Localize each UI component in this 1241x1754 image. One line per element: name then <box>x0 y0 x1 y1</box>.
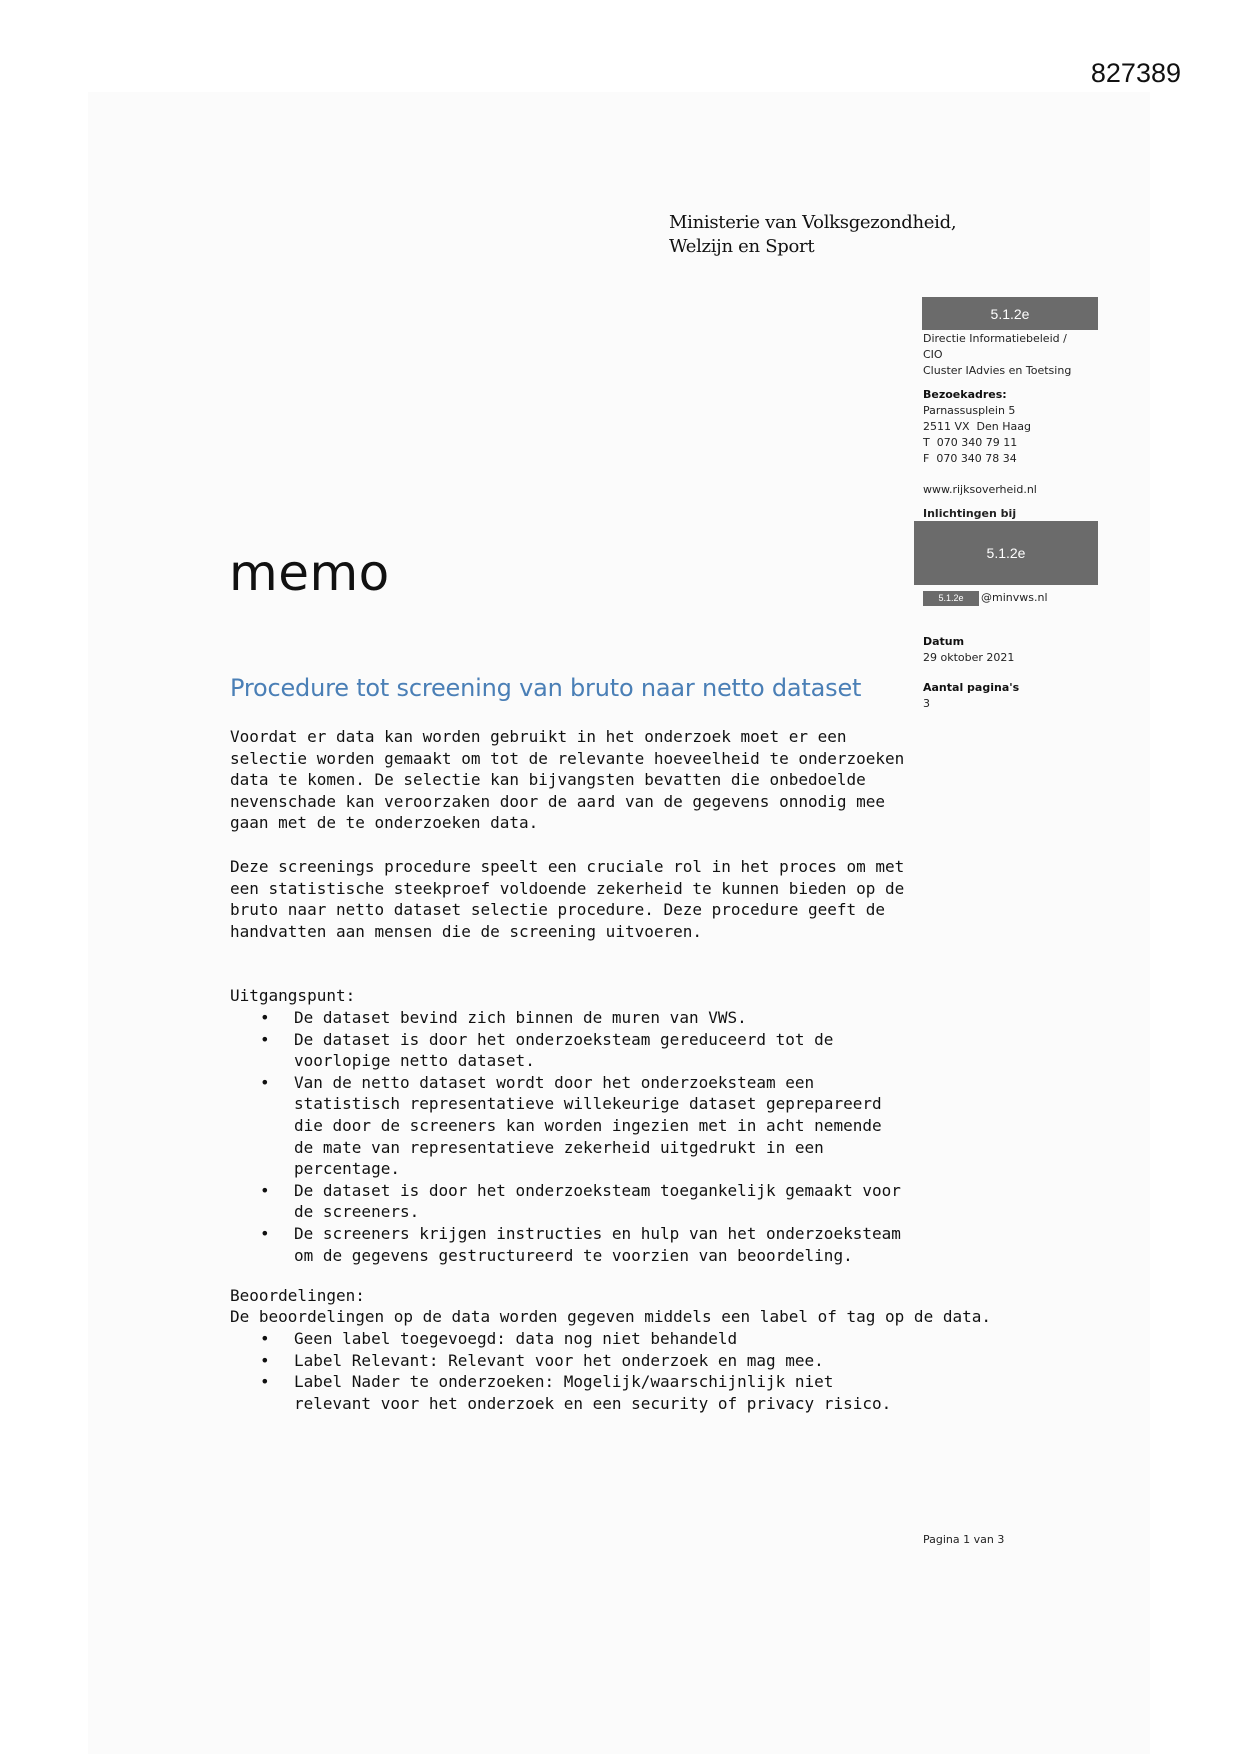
datum-value: 29 oktober 2021 <box>923 651 1015 664</box>
list-item: • Geen label toegevoegd: data nog niet behandeld <box>230 1328 910 1350</box>
uitgangspunt-heading: Uitgangspunt: <box>230 986 356 1005</box>
list-item: • De dataset bevind zich binnen de muren van VWS. <box>230 1007 910 1029</box>
page-number: Pagina 1 van 3 <box>923 1533 1005 1546</box>
phone: T 070 340 79 11 <box>923 436 1018 449</box>
inlichtingen-label: Inlichtingen bij <box>923 507 1017 520</box>
cluster-line: Cluster IAdvies en Toetsing <box>923 364 1072 377</box>
directie-line-2: CIO <box>923 348 943 361</box>
paragraph-procedure <box>230 856 910 942</box>
sidebar-address <box>923 387 1113 467</box>
list-item: • De screeners krijgen instructies en hulp van het onderzoeksteam om de gegevens gestructureerd te voorzien van beoordeling. <box>230 1223 910 1266</box>
paragraph-intro <box>230 726 910 834</box>
directie-line-1: Directie Informatiebeleid / <box>923 332 1067 345</box>
beoordelingen-heading: Beoordelingen: <box>230 1286 365 1305</box>
document-title: Procedure tot screening van bruto naar netto dataset <box>230 674 862 702</box>
ministry-line-2: Welzijn en Sport <box>669 236 815 257</box>
ministry-logo-text <box>669 211 956 259</box>
street: Parnassusplein 5 <box>923 404 1016 417</box>
sidebar-directie <box>923 331 1113 379</box>
city: 2511 VX Den Haag <box>923 420 1031 433</box>
redaction-block-contact: 5.1.2e <box>914 521 1098 585</box>
bezoekadres-label: Bezoekadres: <box>923 388 1007 401</box>
memo-heading: memo <box>229 544 390 602</box>
fax: F 070 340 78 34 <box>923 452 1017 465</box>
beoordelingen-list <box>230 1328 910 1414</box>
list-item: • Label Relevant: Relevant voor het onderzoek en mag mee. <box>230 1350 910 1372</box>
redaction-email-prefix: 5.1.2e <box>923 591 979 606</box>
redaction-block-top: 5.1.2e <box>922 297 1098 330</box>
email-suffix: @minvws.nl <box>981 591 1048 604</box>
list-item: • Label Nader te onderzoeken: Mogelijk/waarschijnlijk niet relevant voor het onderzoek en een security of privacy risico. <box>230 1371 910 1414</box>
document-number: 827389 <box>1090 58 1181 88</box>
paragraph-2: Deze screenings procedure speelt een cruciale rol in het proces om met een statistische steekproef voldoende zekerheid te kunnen bieden op de bruto naar netto dataset selectie procedure. Deze procedure geeft de handvatten aan mensen die de screening uitvoeren. <box>230 857 905 941</box>
paginas-value: 3 <box>923 697 930 710</box>
paragraph-1: Voordat er data kan worden gebruikt in het onderzoek moet er een selectie worden gemaakt om tot de relevante hoeveelheid te onderzoeken data te komen. De selectie kan bijvangsten bevatten die onbedoelde nevenschade kan veroorzaken door de aard van de gegevens onnodig mee gaan met de te onderzoeken data. <box>230 727 905 833</box>
list-item: • De dataset is door het onderzoeksteam gereduceerd tot de voorlopige netto dataset. <box>230 1029 910 1072</box>
ministry-line-1: Ministerie van Volksgezondheid, <box>669 212 957 233</box>
uitgangspunt-list <box>230 1007 910 1266</box>
list-item: • Van de netto dataset wordt door het onderzoeksteam een statistisch representatieve willekeurige dataset geprepareerd die door de screeners kan worden ingezien met in acht nemende de mate van representatieve zekerheid uitgedrukt in een percentage. <box>230 1072 910 1180</box>
contact-email <box>923 590 1113 606</box>
sidebar-paginas <box>923 680 1113 712</box>
website-link[interactable]: www.rijksoverheid.nl <box>923 483 1037 496</box>
datum-label: Datum <box>923 635 965 648</box>
list-item: • De dataset is door het onderzoeksteam toegankelijk gemaakt voor de screeners. <box>230 1180 910 1223</box>
sidebar-datum <box>923 634 1113 666</box>
beoordelingen-lead: De beoordelingen op de data worden gegeven middels een label of tag op de data. <box>230 1307 991 1326</box>
paginas-label: Aantal pagina's <box>923 681 1020 694</box>
